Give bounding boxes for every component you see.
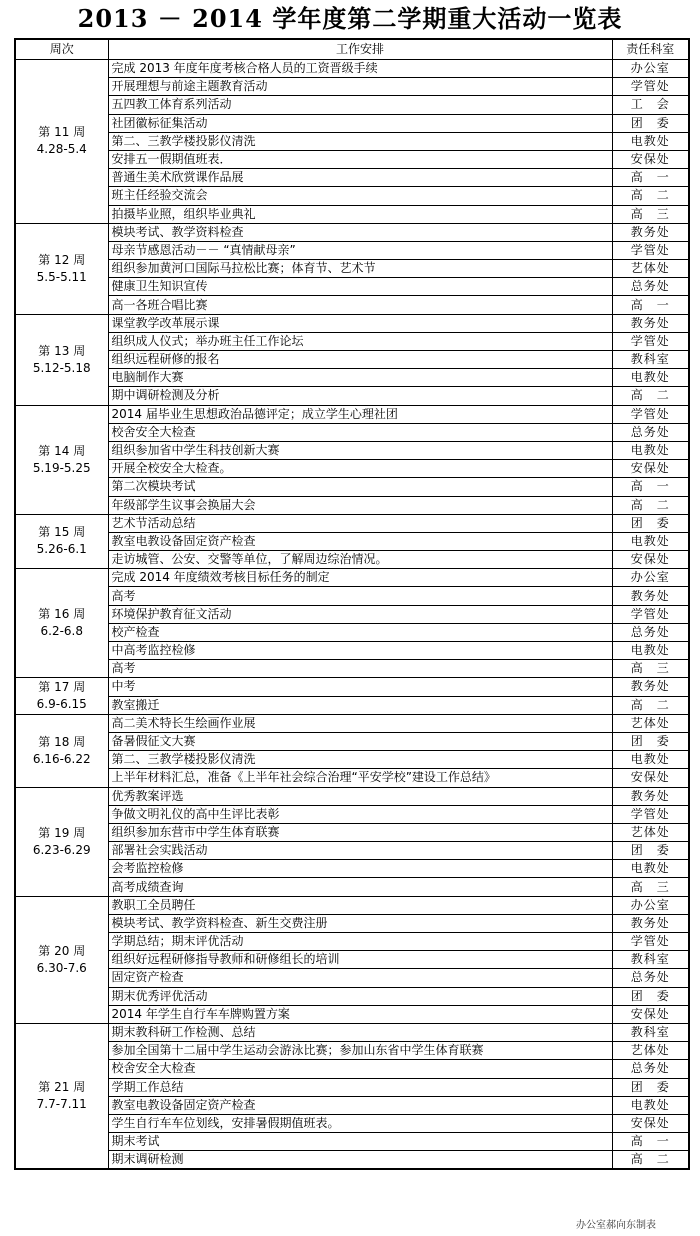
- task-cell: 教室电教设备固定资产检查: [108, 532, 612, 550]
- task-cell: 组织参加省中学生科技创新大赛: [108, 441, 612, 459]
- dept-cell: 教务处: [612, 223, 689, 241]
- task-cell: 模块考试、教学资料检查: [108, 223, 612, 241]
- table-row: [15, 260, 689, 278]
- dept-cell: 高 三: [612, 878, 689, 896]
- task-cell: 期中调研检测及分析: [108, 387, 612, 405]
- table-row: [15, 896, 689, 914]
- task-cell: 普通生美术欣赏课作品展: [108, 169, 612, 187]
- table-row: [15, 1133, 689, 1151]
- dept-cell: 总务处: [612, 278, 689, 296]
- dept-cell: 电教处: [612, 532, 689, 550]
- table-row: [15, 569, 689, 587]
- dept-cell: 艺体处: [612, 823, 689, 841]
- dept-cell: 学管处: [612, 805, 689, 823]
- dept-cell: 教科室: [612, 1023, 689, 1041]
- table-row: [15, 1042, 689, 1060]
- task-cell: 高考: [108, 660, 612, 678]
- dept-cell: 学管处: [612, 332, 689, 350]
- dept-cell: 安保处: [612, 150, 689, 168]
- week-label: 第 15 周: [38, 525, 86, 540]
- task-cell: 组织参加黄河口国际马拉松比赛；体育节、艺术节: [108, 260, 612, 278]
- dept-cell: 教务处: [612, 678, 689, 696]
- table-row: [15, 823, 689, 841]
- dept-cell: 高 二: [612, 387, 689, 405]
- week-cell: [15, 787, 108, 896]
- week-cell: [15, 678, 108, 714]
- task-cell: 中考: [108, 678, 612, 696]
- task-cell: 组织好远程研修指导教师和研修组长的培训: [108, 951, 612, 969]
- dept-cell: 教务处: [612, 314, 689, 332]
- dept-cell: 办公室: [612, 60, 689, 78]
- task-cell: 教职工全员聘任: [108, 896, 612, 914]
- table-row: [15, 1114, 689, 1132]
- table-row: [15, 987, 689, 1005]
- week-label: 第 16 周: [38, 607, 86, 622]
- table-row: [15, 169, 689, 187]
- task-cell: 期末优秀评优活动: [108, 987, 612, 1005]
- table-row: [15, 351, 689, 369]
- task-cell: 走访城管、公安、交警等单位，了解周边综治情况。: [108, 551, 612, 569]
- dept-cell: 团 委: [612, 514, 689, 532]
- task-cell: 校舍安全大检查: [108, 1060, 612, 1078]
- table-row: [15, 605, 689, 623]
- week-label: 第 14 周: [38, 443, 86, 458]
- table-row: [15, 969, 689, 987]
- table-row: [15, 787, 689, 805]
- week-dates: 6.30-7.6: [36, 960, 87, 975]
- dept-cell: 高 二: [612, 696, 689, 714]
- table-row: [15, 842, 689, 860]
- dept-cell: 工 会: [612, 96, 689, 114]
- task-cell: 班主任经验交流会: [108, 187, 612, 205]
- task-cell: 学生自行车车位划线，安排暑假期值班表。: [108, 1114, 612, 1132]
- week-dates: 5.12-5.18: [32, 360, 91, 375]
- task-cell: 优秀教案评选: [108, 787, 612, 805]
- dept-cell: 学管处: [612, 405, 689, 423]
- footer-credit: 办公室郝向东制表: [576, 1220, 656, 1231]
- table-row: [15, 714, 689, 732]
- task-cell: 第二次模块考试: [108, 478, 612, 496]
- task-cell: 组织成人仪式；举办班主任工作论坛: [108, 332, 612, 350]
- week-dates: 6.9-6.15: [36, 697, 87, 712]
- task-cell: 期末教科研工作检测、总结: [108, 1023, 612, 1041]
- table-row: [15, 769, 689, 787]
- dept-cell: 教科室: [612, 351, 689, 369]
- dept-cell: 电教处: [612, 369, 689, 387]
- table-row: [15, 878, 689, 896]
- week-label: 第 13 周: [38, 343, 86, 358]
- dept-cell: 艺体处: [612, 1042, 689, 1060]
- table-row: [15, 751, 689, 769]
- dept-cell: 总务处: [612, 1060, 689, 1078]
- task-cell: 高考成绩查询: [108, 878, 612, 896]
- week-cell: [15, 714, 108, 787]
- table-row: [15, 914, 689, 932]
- task-cell: 固定资产检查: [108, 969, 612, 987]
- week-cell: [15, 60, 108, 224]
- dept-cell: 电教处: [612, 441, 689, 459]
- task-cell: 第二、三教学楼投影仪清洗: [108, 751, 612, 769]
- task-cell: 教室搬迁: [108, 696, 612, 714]
- table-row: [15, 1096, 689, 1114]
- week-label: 第 19 周: [38, 825, 86, 840]
- table-row: [15, 732, 689, 750]
- dept-cell: 安保处: [612, 1114, 689, 1132]
- week-label: 第 18 周: [38, 734, 86, 749]
- task-cell: 艺术节活动总结: [108, 514, 612, 532]
- task-cell: 模块考试、教学资料检查、新生交费注册: [108, 914, 612, 932]
- dept-cell: 艺体处: [612, 714, 689, 732]
- table-row: [15, 678, 689, 696]
- dept-cell: 教务处: [612, 587, 689, 605]
- header-task: 工作安排: [108, 39, 612, 60]
- table-row: [15, 441, 689, 459]
- table-row: [15, 405, 689, 423]
- dept-cell: 高 二: [612, 187, 689, 205]
- table-row: [15, 1078, 689, 1096]
- dept-cell: 电教处: [612, 860, 689, 878]
- task-cell: 组织远程研修的报名: [108, 351, 612, 369]
- task-cell: 电脑制作大赛: [108, 369, 612, 387]
- task-cell: 完成 2014 年度绩效考核目标任务的制定: [108, 569, 612, 587]
- task-cell: 组织参加东营市中学生体育联赛: [108, 823, 612, 841]
- task-cell: 期末考试: [108, 1133, 612, 1151]
- week-dates: 5.19-5.25: [32, 460, 91, 475]
- table-row: [15, 805, 689, 823]
- table-row: [15, 332, 689, 350]
- dept-cell: 电教处: [612, 751, 689, 769]
- task-cell: 期末调研检测: [108, 1151, 612, 1170]
- table-row: [15, 478, 689, 496]
- dept-cell: 高 三: [612, 660, 689, 678]
- table-row: [15, 60, 689, 78]
- table-row: [15, 241, 689, 259]
- table-row: [15, 1151, 689, 1170]
- task-cell: 开展全校安全大检查。: [108, 460, 612, 478]
- week-dates: 5.26-6.1: [36, 542, 87, 557]
- task-cell: 中高考监控检修: [108, 642, 612, 660]
- task-cell: 高考: [108, 587, 612, 605]
- task-cell: 2014 年学生自行车车牌购置方案: [108, 1005, 612, 1023]
- page-title: 2013 － 2014 学年度第二学期重大活动一览表: [77, 4, 623, 33]
- task-cell: 学期工作总结: [108, 1078, 612, 1096]
- task-cell: 高一各班合唱比赛: [108, 296, 612, 314]
- task-cell: 课堂教学改革展示课: [108, 314, 612, 332]
- dept-cell: 办公室: [612, 569, 689, 587]
- table-row: [15, 296, 689, 314]
- week-cell: [15, 896, 108, 1023]
- dept-cell: 学管处: [612, 605, 689, 623]
- table-row: [15, 551, 689, 569]
- dept-cell: 高 一: [612, 169, 689, 187]
- dept-cell: 安保处: [612, 551, 689, 569]
- table-row: [15, 1023, 689, 1041]
- week-dates: 4.28-5.4: [36, 142, 87, 157]
- dept-cell: 安保处: [612, 460, 689, 478]
- dept-cell: 高 三: [612, 205, 689, 223]
- table-body: [15, 60, 689, 1170]
- table-row: [15, 532, 689, 550]
- dept-cell: 电教处: [612, 642, 689, 660]
- task-cell: 年级部学生议事会换届大会: [108, 496, 612, 514]
- table-row: [15, 423, 689, 441]
- task-cell: 社团徽标征集活动: [108, 114, 612, 132]
- task-cell: 环境保护教育征文活动: [108, 605, 612, 623]
- week-label: 第 12 周: [38, 252, 86, 267]
- table-row: [15, 587, 689, 605]
- task-cell: 母亲节感恩活动－－ “真情献母亲”: [108, 241, 612, 259]
- dept-cell: 高 一: [612, 296, 689, 314]
- week-label: 第 11 周: [38, 125, 86, 140]
- table-row: [15, 387, 689, 405]
- dept-cell: 艺体处: [612, 260, 689, 278]
- week-dates: 6.23-6.29: [32, 842, 91, 857]
- task-cell: 安排五一假期值班表．: [108, 150, 612, 168]
- dept-cell: 高 一: [612, 1133, 689, 1151]
- task-cell: 争做文明礼仪的高中生评比表彰: [108, 805, 612, 823]
- dept-cell: 团 委: [612, 987, 689, 1005]
- task-cell: 教室电教设备固定资产检查: [108, 1096, 612, 1114]
- week-label: 第 21 周: [38, 1080, 86, 1095]
- table-row: [15, 369, 689, 387]
- table-row: [15, 187, 689, 205]
- task-cell: 2014 届毕业生思想政治品德评定；成立学生心理社团: [108, 405, 612, 423]
- table-row: [15, 660, 689, 678]
- task-cell: 部署社会实践活动: [108, 842, 612, 860]
- table-row: [15, 132, 689, 150]
- task-cell: 参加全国第十二届中学生运动会游泳比赛；参加山东省中学生体育联赛: [108, 1042, 612, 1060]
- week-dates: 7.7-7.11: [36, 1097, 87, 1112]
- week-cell: [15, 1023, 108, 1169]
- dept-cell: 团 委: [612, 842, 689, 860]
- table-row: [15, 314, 689, 332]
- table-row: [15, 278, 689, 296]
- task-cell: 备暑假征文大赛: [108, 732, 612, 750]
- dept-cell: 办公室: [612, 896, 689, 914]
- task-cell: 拍摄毕业照，组织毕业典礼: [108, 205, 612, 223]
- table-row: [15, 460, 689, 478]
- dept-cell: 安保处: [612, 769, 689, 787]
- week-cell: [15, 314, 108, 405]
- dept-cell: 总务处: [612, 969, 689, 987]
- dept-cell: 电教处: [612, 1096, 689, 1114]
- week-label: 第 20 周: [38, 943, 86, 958]
- week-label: 第 17 周: [38, 680, 86, 695]
- dept-cell: 教科室: [612, 951, 689, 969]
- table-row: [15, 1060, 689, 1078]
- task-cell: 会考监控检修: [108, 860, 612, 878]
- table-row: [15, 642, 689, 660]
- table-row: [15, 933, 689, 951]
- table-row: [15, 78, 689, 96]
- table-row: [15, 205, 689, 223]
- task-cell: 五四教工体育系列活动: [108, 96, 612, 114]
- dept-cell: 总务处: [612, 623, 689, 641]
- table-row: [15, 623, 689, 641]
- table-row: [15, 696, 689, 714]
- dept-cell: 教务处: [612, 787, 689, 805]
- activity-table: [14, 38, 690, 1170]
- dept-cell: 高 二: [612, 1151, 689, 1170]
- dept-cell: 教务处: [612, 914, 689, 932]
- dept-cell: 团 委: [612, 732, 689, 750]
- table-row: [15, 96, 689, 114]
- table-row: [15, 114, 689, 132]
- task-cell: 校产检查: [108, 623, 612, 641]
- table-header-row: [15, 39, 689, 60]
- task-cell: 第二、三教学楼投影仪清洗: [108, 132, 612, 150]
- week-cell: [15, 223, 108, 314]
- week-cell: [15, 569, 108, 678]
- task-cell: 健康卫生知识宣传: [108, 278, 612, 296]
- week-dates: 5.5-5.11: [36, 269, 87, 284]
- header-dept: 责任科室: [612, 39, 689, 60]
- task-cell: 高二美术特长生绘画作业展: [108, 714, 612, 732]
- dept-cell: 学管处: [612, 933, 689, 951]
- table-row: [15, 951, 689, 969]
- task-cell: 开展理想与前途主题教育活动: [108, 78, 612, 96]
- week-dates: 6.2-6.8: [40, 624, 83, 639]
- table-row: [15, 514, 689, 532]
- dept-cell: 团 委: [612, 1078, 689, 1096]
- table-row: [15, 223, 689, 241]
- dept-cell: 团 委: [612, 114, 689, 132]
- table-row: [15, 496, 689, 514]
- table-row: [15, 150, 689, 168]
- dept-cell: 安保处: [612, 1005, 689, 1023]
- task-cell: 学期总结；期末评优活动: [108, 933, 612, 951]
- task-cell: 上半年材料汇总，准备《上半年社会综合治理“平安学校”建设工作总结》: [108, 769, 612, 787]
- table-row: [15, 1005, 689, 1023]
- dept-cell: 总务处: [612, 423, 689, 441]
- week-cell: [15, 514, 108, 569]
- week-dates: 6.16-6.22: [32, 751, 91, 766]
- week-cell: [15, 405, 108, 514]
- dept-cell: 高 一: [612, 478, 689, 496]
- table-row: [15, 860, 689, 878]
- dept-cell: 高 二: [612, 496, 689, 514]
- header-week: 周次: [15, 39, 108, 60]
- dept-cell: 学管处: [612, 78, 689, 96]
- dept-cell: 电教处: [612, 132, 689, 150]
- task-cell: 完成 2013 年度年度考核合格人员的工资晋级手续: [108, 60, 612, 78]
- task-cell: 校舍安全大检查: [108, 423, 612, 441]
- dept-cell: 学管处: [612, 241, 689, 259]
